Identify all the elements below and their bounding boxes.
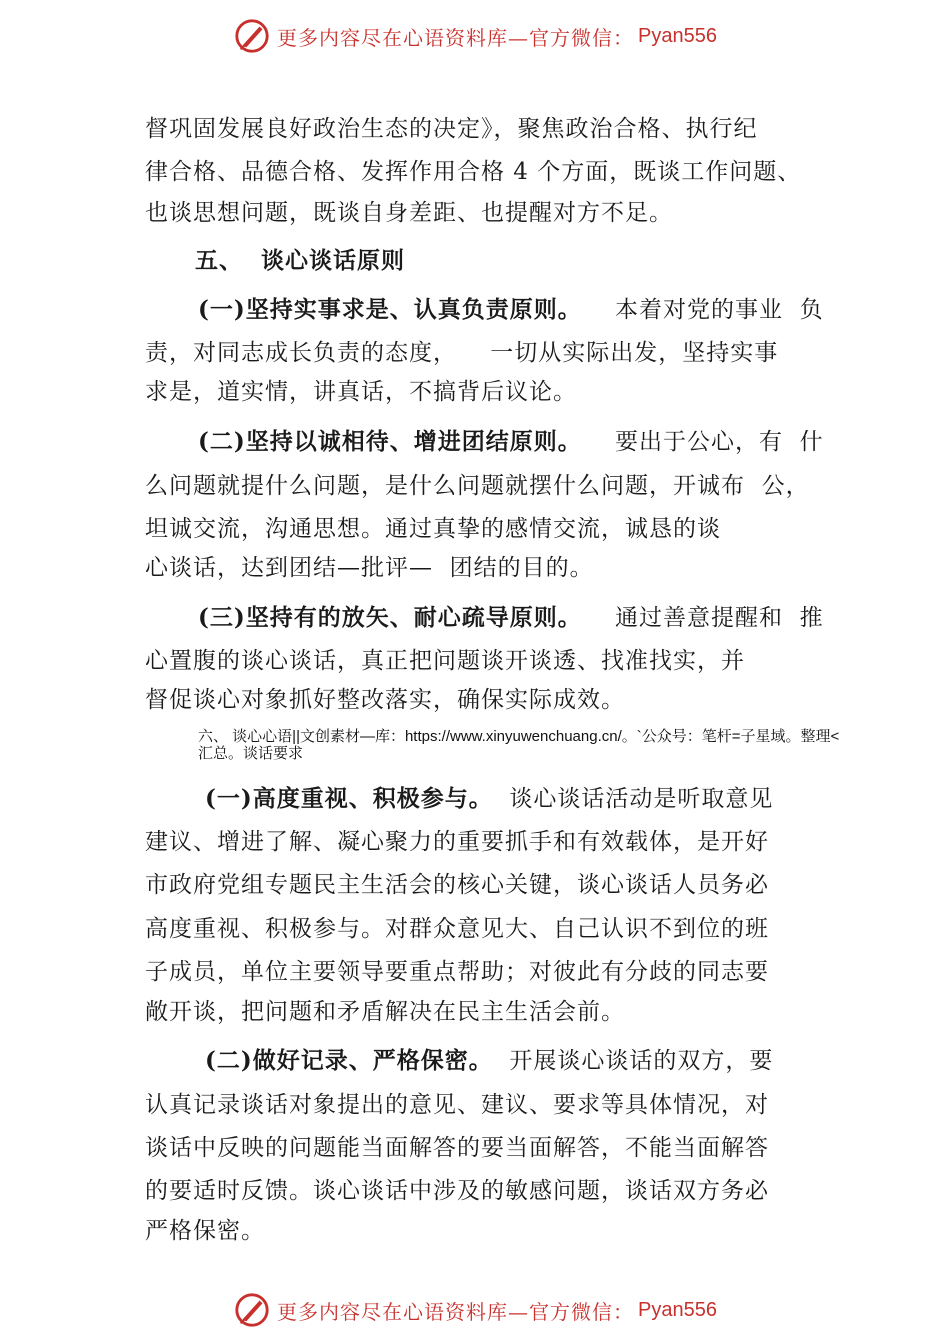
- text-line: 严格保密。: [145, 1218, 265, 1244]
- text-line: 心谈话，达到团结—批评— 团结的目的。: [145, 555, 594, 581]
- text-line: 子成员，单位主要领导要重点帮助；对彼此有分歧的同志要: [145, 959, 769, 985]
- section-heading-small: 六、 谈心心语||文创素材—库：https://www.xinyuwenchuang.cn/。`公众号：笔杆=子星域。整理<汇总。谈话要求: [198, 728, 840, 762]
- paragraph-title: (二)做好记录、严格保密。: [205, 1047, 493, 1074]
- paragraph-lead-text: 要出于公心，有 什: [581, 429, 824, 455]
- text-line: 市政府党组专题民主生活会的核心关键，谈心谈话人员务必: [145, 872, 769, 898]
- text-line: 谈话中反映的问题能当面解答的要当面解答，不能当面解答: [145, 1135, 769, 1161]
- paragraph-title: (一)高度重视、积极参与。: [205, 785, 493, 812]
- paragraph-lead: [205, 1046, 773, 1076]
- text-line: 心置腹的谈心谈话，真正把问题谈开谈透、找准找实，并: [145, 648, 745, 674]
- text-line: 督巩固发展良好政治生态的决定》，聚焦政治合格、执行纪: [145, 116, 758, 142]
- banner-wechat-id: Pyan556: [638, 1298, 717, 1321]
- banner-wechat-id: Pyan556: [638, 24, 717, 47]
- section-heading: 五、 谈心谈话原则: [195, 247, 406, 274]
- text-line: 坦诚交流，沟通思想。通过真挚的感情交流，诚恳的谈: [145, 516, 721, 542]
- paragraph-lead: [205, 784, 773, 814]
- footer-banner: [0, 1288, 950, 1332]
- banner-text: 更多内容尽在心语资料库—官方微信：: [277, 25, 635, 50]
- text-line: 督促谈心对象抓好整改落实，确保实际成效。: [145, 687, 625, 713]
- banner-text: 更多内容尽在心语资料库—官方微信：: [277, 1299, 635, 1324]
- paragraph-lead: [198, 603, 824, 633]
- paragraph-lead-text: 谈心谈话活动是听取意见: [492, 786, 774, 812]
- paragraph-lead-text: 通过善意提醒和 推: [581, 605, 824, 631]
- quill-logo-icon: [233, 1291, 271, 1329]
- text-line: 也谈思想问题，既谈自身差距、也提醒对方不足。: [145, 200, 673, 226]
- paragraph-title: (一)坚持实事求是、认真负责原则。: [198, 296, 582, 323]
- text-line: 么问题就提什么问题，是什么问题就摆什么问题，开诚布 公，: [145, 473, 810, 499]
- paragraph-lead-text: 开展谈心谈话的双方，要: [492, 1048, 774, 1074]
- text-line: 律合格、品德合格、发挥作用合格 4 个方面，既谈工作问题、: [145, 159, 802, 185]
- paragraph-lead: [198, 295, 824, 325]
- text-line: 认真记录谈话对象提出的意见、建议、要求等具体情况，对: [145, 1092, 769, 1118]
- text-line: 责，对同志成长负责的态度， 一切从实际出发，坚持实事: [145, 340, 779, 366]
- text-line: 求是，道实情，讲真话，不搞背后议论。: [145, 379, 577, 405]
- text-line: 高度重视、积极参与。对群众意见大、自己认识不到位的班: [145, 916, 769, 942]
- text-line: 敞开谈，把问题和矛盾解决在民主生活会前。: [145, 999, 625, 1025]
- paragraph-lead-text: 本着对党的事业 负: [581, 297, 824, 323]
- paragraph-lead: [198, 427, 824, 457]
- paragraph-title: (三)坚持有的放矢、耐心疏导原则。: [198, 604, 582, 631]
- text-line: 的要适时反馈。谈心谈话中涉及的敏感问题，谈话双方务必: [145, 1178, 769, 1204]
- paragraph-title: (二)坚持以诚相待、增进团结原则。: [198, 428, 582, 455]
- text-line: 建议、增进了解、凝心聚力的重要抓手和有效载体，是开好: [145, 829, 769, 855]
